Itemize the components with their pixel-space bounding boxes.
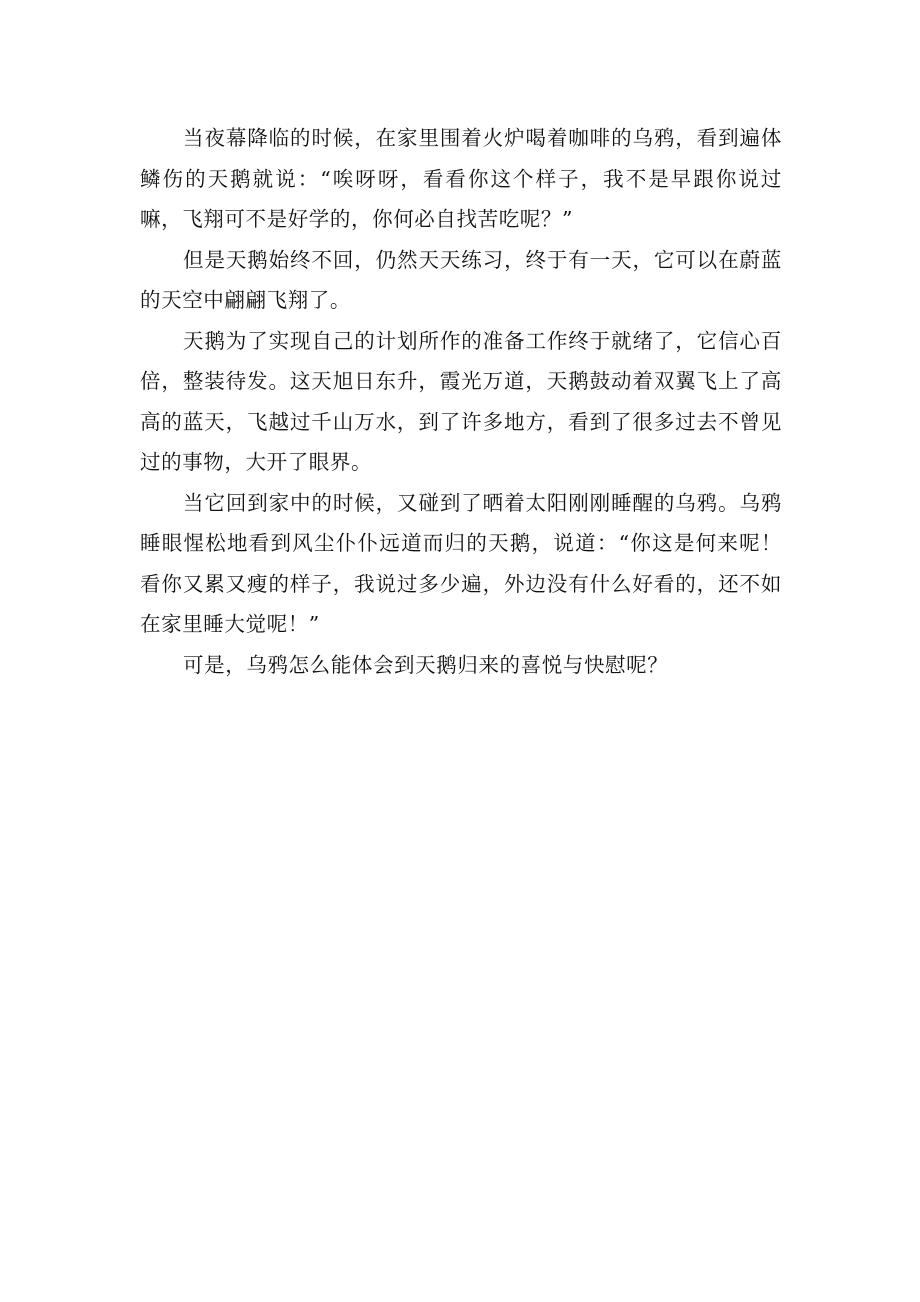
story-text xyxy=(140,118,782,685)
paragraph-1: 当夜幕降临的时候，在家里围着火炉喝着咖啡的乌鸦，看到遍体鳞伤的天鹅就说：“唉呀呀，看看你这个样子，我不是早跟你说过嘛，飞翔可不是好学的，你何必自找苦吃呢？” xyxy=(140,126,782,231)
paragraph-2: 但是天鹅始终不回，仍然天天练习，终于有一天，它可以在蔚蓝的天空中翩翩飞翔了。 xyxy=(140,247,782,312)
paragraph-5: 可是，乌鸦怎么能体会到天鹅归来的喜悦与快慰呢？ xyxy=(183,652,669,677)
paragraph-3: 天鹅为了实现自己的计划所作的准备工作终于就绪了，它信心百倍，整装待发。这天旭日东升，霞光万道，天鹅鼓动着双翼飞上了高高的蓝天，飞越过千山万水，到了许多地方，看到了很多过去不曾见过的事物，大开了眼界。 xyxy=(140,328,782,474)
paragraph-4: 当它回到家中的时候，又碰到了晒着太阳刚刚睡醒的乌鸦。乌鸦睡眼惺松地看到风尘仆仆远道而归的天鹅，说道：“你这是何来呢！看你又累又瘦的样子，我说过多少遍，外边没有什么好看的，还不如在家里睡大觉呢！” xyxy=(140,490,782,636)
